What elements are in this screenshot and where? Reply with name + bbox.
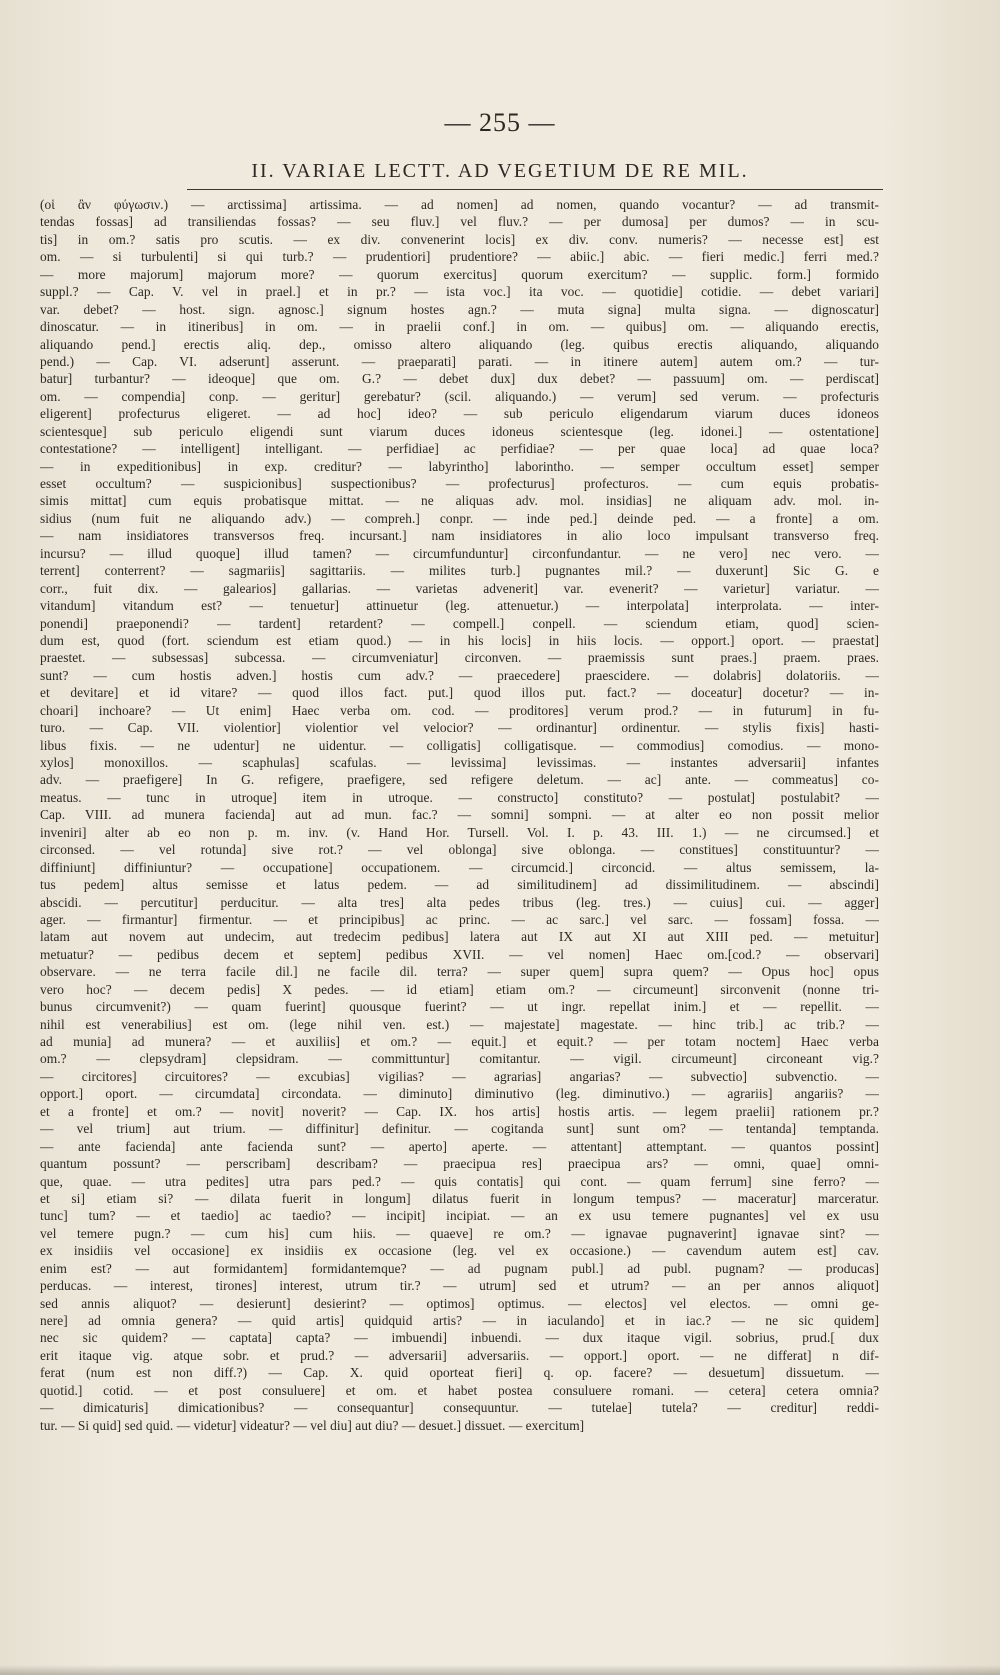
text-line: suppl.? — Cap. V. vel in prael.] et in pr.? — ista voc.] ita voc. — quotidie] cotidie. — debet variari] <box>40 284 879 300</box>
text-line: pend.) — Cap. VI. adserunt] asserunt. — praeparati] parati. — in itinere autem] autem om.? — tur- <box>40 353 879 369</box>
text-line: quotid.] cotid. — et post consuluere] et om. et habet postea consuluere romani. — cetera] cetera omnia? <box>40 1382 879 1398</box>
text-line: ponendi] praeponendi? — tardent] retardent? — compell.] conpell. — sciendum etiam, quod] scien- <box>40 615 879 631</box>
text-line: sidius (num fuit ne aliquando adv.) — compreh.] conpr. — inde ped.] deinde ped. — a fronte] a om. <box>40 510 879 526</box>
text-line: nihil est venerabilius] est om. (lege nihil ven. est.) — majestate] magestate. — hinc trib.] ac trib.? — <box>40 1016 879 1032</box>
text-line: tendas fossas] ad transiliendas fossas? — seu fluv.] vel fluv.? — per dumosa] per dumos? — in scu- <box>40 214 879 230</box>
text-line: Cap. VIII. ad munera facienda] aut ad mun. fac.? — somni] sompni. — at alter eo non possit melior <box>40 807 879 823</box>
text-line: adv. — praefigere] In G. refigere, praefigere, sed refigere deletum. — ac] ante. — commeatus] co- <box>40 772 879 788</box>
text-line: — ante facienda] ante facienda sunt? — aperto] aperte. — attentant] attemptant. — quantos possint] <box>40 1138 879 1154</box>
text-line: sed annis aliquot? — desierunt] desierint? — optimos] optimus. — electos] vel electos. — omni ge- <box>40 1295 879 1311</box>
text-line: incursu? — illud quoque] illud tamen? — circumfunduntur] circonfundantur. — ne vero] nec vero. — <box>40 545 879 561</box>
text-line: esset occultum? — suspicionibus] suspectionibus? — profecturus] profecturos. — cum equis probatis- <box>40 476 879 491</box>
text-line: om. — si turbulenti] si qui turb.? — prudentiori] prudentiore? — abiic.] abic. — fieri medic.] ferri med.? <box>40 249 879 265</box>
text-line: aliquando pend.] erectis aliq. dep., omisso altero aliquando (leg. quibus erectis aliquando, aliquando <box>40 336 879 352</box>
text-line: quantum possunt? — perscribam] describam? — praecipua res] praecipua ars? — omni, quae] omni- <box>40 1156 879 1172</box>
text-line: sunt? — cum hostis adven.] hostis cum adv.? — praecedere] praescidere. — dolabris] dolatoriis. — <box>40 667 879 683</box>
page-edge-shadow <box>0 1665 1000 1675</box>
section-heading: II. VARIAE LECTT. AD VEGETIUM DE RE MIL. <box>251 160 749 182</box>
text-line: perducas. — interest, tirones] interest, utrum tir.? — utrum] sed et utrum? — an per annos aliquot] <box>40 1278 879 1294</box>
page-number: — 255 — <box>444 108 556 137</box>
text-line: libus fixis. — ne udentur] ne uidentur. — colligatis] colligatisque. — commodius] comodius. — mono- <box>40 737 879 753</box>
text-line: opport.] oport. — circumdata] circondata. — diminuto] diminutivo (leg. diminutivo.) — agrariis] angariis? — <box>40 1086 879 1102</box>
text-line: — more majorum] majorum more? — quorum exercitus] quorum exercitum? — supplic. form.] formido <box>40 266 879 282</box>
text-line: bunus circumvenit?) — quam fuerint] quousque fuerint? — ut ingr. repellat inim.] et — repellit. — <box>40 999 879 1015</box>
apparatus-text <box>40 196 879 1434</box>
text-line: — in expeditionibus] in exp. creditur? — labyrintho] laborintho. — semper occultum esset] semper <box>40 458 879 474</box>
text-line: tunc] tum? — et taedio] ac taedio? — incipit] incipiat. — an ex usu temere pugnantes] vel ex usu <box>40 1208 879 1224</box>
text-line: var. debet? — host. sign. agnosc.] signum hostes agn.? — muta signa] multa signa. — dignoscatur] <box>40 301 879 317</box>
text-line: abscidi. — percutitur] perducitur. — alta tres] alta pedes tribus (leg. tres.) — cuius] cui. — agger] <box>40 894 879 910</box>
text-line: tis] in om.? satis pro scutis. — ex div. convenerint locis] ex div. conv. numeris? — necesse est] est <box>40 231 879 247</box>
text-line: xylos] monoxillos. — scaphulas] scafulas. — levissima] levissimas. — instantes adversarii] infantes <box>40 755 879 770</box>
text-line: eligerent] profecturus eligeret. — ad hoc] ideo? — sub periculo eligendarum viarum duces idoneos <box>40 406 879 422</box>
text-line: que, quae. — utra pedites] utra pars ped.? — quis contatis] qui cont. — quam ferrum] sine ferro? — <box>40 1173 879 1189</box>
text-line: batur] turbantur? — ideoque] que om. G.? — debet dux] dux debet? — passuum] om. — perdiscat] <box>40 371 879 387</box>
text-line: et devitare] et id vitare? — quod illos fact. put.] quod illos put. fact.? — doceatur] docetur? — in- <box>40 685 879 701</box>
text-line: meatus. — tunc in utroque] item in utroque. — constructo] constituto? — postulat] postulabit? — <box>40 789 879 805</box>
text-line: inveniri] alter ab eo non p. m. inv. (v. Hand Hor. Tursell. Vol. I. p. 43. III. 1.) — ne circumsed.] et <box>40 824 879 840</box>
text-line: vel temere pugn.? — cum his] cum hiis. — quaeve] re om.? — ignavae pugnaverint] ignavae sint? — <box>40 1225 879 1241</box>
text-line: dum est, quod (fort. sciendum est etiam quod.) — in his locis] in hiis locis. — opport.] oport. — praestat] <box>40 632 879 648</box>
text-line: ager. — firmantur] firmentur. — et principibus] ac princ. — ac sarc.] vel sarc. — fossam] fossa. — <box>40 911 879 927</box>
text-line: enim est? — aut formidantem] formidantemque? — ad pugnam publ.] ad publ. pugnam? — producas] <box>40 1260 879 1276</box>
text-line: tur. — Si quid] sed quid. — videtur] videatur? — vel diu] aut diu? — desuet.] dissuet. — exercitum] <box>40 1417 585 1433</box>
text-line: erit itaque vig. atque sobr. et prud.? — adversarii] adversariis. — opport.] oport. — ne differat] n dif- <box>40 1347 879 1363</box>
text-line: terrent] conterrent? — sagmariis] sagittariis. — milites turb.] pugnantes mil.? — duxerunt] Sic G. e <box>40 563 879 579</box>
text-line: diffiniunt] diffiniuntur? — occupatione] occupationem. — circumcid.] circoncid. — altus semissem, la- <box>40 859 879 875</box>
heading-rule <box>187 189 883 190</box>
text-line: scientesque] sub periculo eligendi sunt viarum duces idoneus scientesque (leg. idonei.] — ostentatione] <box>40 423 879 439</box>
text-line: — dimicaturis] dimicationibus? — consequantur] consequuntur. — tutelae] tutela? — creditur] reddi- <box>40 1400 879 1416</box>
text-line: simis mittat] cum equis probatisque mittat. — ne aliquas adv. mol. insidias] ne aliquam adv. mol. in- <box>40 493 879 509</box>
text-line: tus pedem] altus semisse et latus pedem. — ad similitudinem] ad dissimilitudinem. — abscindi] <box>40 877 879 893</box>
text-line: — vel trium] aut trium. — diffinitur] definitur. — cogitanda sunt] sunt om? — tentanda] temptanda. <box>40 1121 879 1137</box>
text-line: nere] ad omnia genera? — quid artis] quidquid artis? — in iaculando] et in iac.? — ne sic quidem] <box>40 1313 879 1328</box>
text-line: et a fronte] et om.? — novit] noverit? — Cap. IX. hos artis] hostis artis. — legem praelii] rationem pr.? <box>40 1103 879 1119</box>
text-line: ferat (num est non diff.?) — Cap. X. quid oporteat fieri] q. op. facere? — desuetum] dissuetum. — <box>40 1365 879 1381</box>
text-line: vitandum] vitandum est? — tenuetur] attinuetur (leg. attenuetur.) — interpolata] interprolata. — inter- <box>40 598 879 614</box>
text-line: corr., fuit dix. — galearios] gallarias. — varietas advenerit] var. evenerit? — varietur] variatur. — <box>40 580 879 596</box>
text-line: — nam insidiatores transversos freq. incursant.] nam insidiatores in alio loco impulsant transverso freq. <box>40 528 879 544</box>
text-line: — circitores] circuitores? — excubias] vigilias? — agrarias] angarias? — subvectio] subvenctio. — <box>40 1068 879 1084</box>
text-line: om. — compendia] conp. — geritur] gerebatur? (scil. aliquando.) — verum] sed verum. — profecturis <box>40 388 879 404</box>
text-line: nec sic quidem? — captata] capta? — imbuendi] inbuendi. — dux itaque vigil. sobrius, prud.[ dux <box>40 1330 879 1346</box>
text-line: metuatur? — pedibus decem et septem] pedibus XVII. — vel nomen] Haec om.[cod.? — observari] <box>40 946 879 962</box>
text-line: turo. — Cap. VII. violentior] violentior vel velocior? — ordinantur] ordinentur. — stylis fixis] hasti- <box>40 720 879 736</box>
text-line: et si] etiam si? — dilata fuerit in longum] dilatus fuerit in longum tempus? — maceratur] marceratur. <box>40 1190 879 1206</box>
text-line: (οἱ ἂν φύγωσιν.) — arctissima] artissima. — ad nomen] ad nomen, quando vocantur? — ad transmit- <box>40 197 879 212</box>
text-line: observare. — ne terra facile dil.] ne facile dil. terra? — super quem] supra quem? — Opus hoc] opus <box>40 964 879 980</box>
text-line: choari] inchoare? — Ut enim] Haec verba om. cod. — proditores] verum prod.? — in futurum] in fu- <box>40 702 879 718</box>
text-line: contestatione? — intelligent] intelligant. — perfidiae] ac perfidiae? — per quae loca] ad quae loca? <box>40 441 879 457</box>
text-line: circonsed. — vel rotunda] sive rot.? — vel oblonga] sive oblonga. — constitues] constituuntur? — <box>40 842 879 858</box>
text-line: vero hoc? — decem pedis] X pedes. — id etiam] etiam om.? — circumeunt] sirconvenit (nonne tri- <box>40 981 879 997</box>
text-line: om.? — clepsydram] clepsidram. — committuntur] comitantur. — vigil. circumeunt] circoneant vig.? <box>40 1051 879 1067</box>
text-line: ex insidiis vel occasione] ex insidiis ex occasione (leg. vel ex occasione.) — cavendum autem est] cav. <box>40 1243 879 1259</box>
text-line: ad munia] ad munera? — et auxiliis] et om.? — equit.] et equit.? — per totam noctem] Haec verba <box>40 1034 879 1049</box>
text-line: latam aut novem aut undecim, aut tredecim pedibus] latera aut IX aut XI aut XIII ped. — metuitur] <box>40 929 879 945</box>
text-line: praestet. — subsessas] subcessa. — circumveniatur] circonven. — praemissis sunt praes.] praem. praes. <box>40 650 879 666</box>
text-line: dinoscatur. — in itineribus] in om. — in praelii conf.] in om. — quibus] om. — aliquando erectis, <box>40 319 879 335</box>
